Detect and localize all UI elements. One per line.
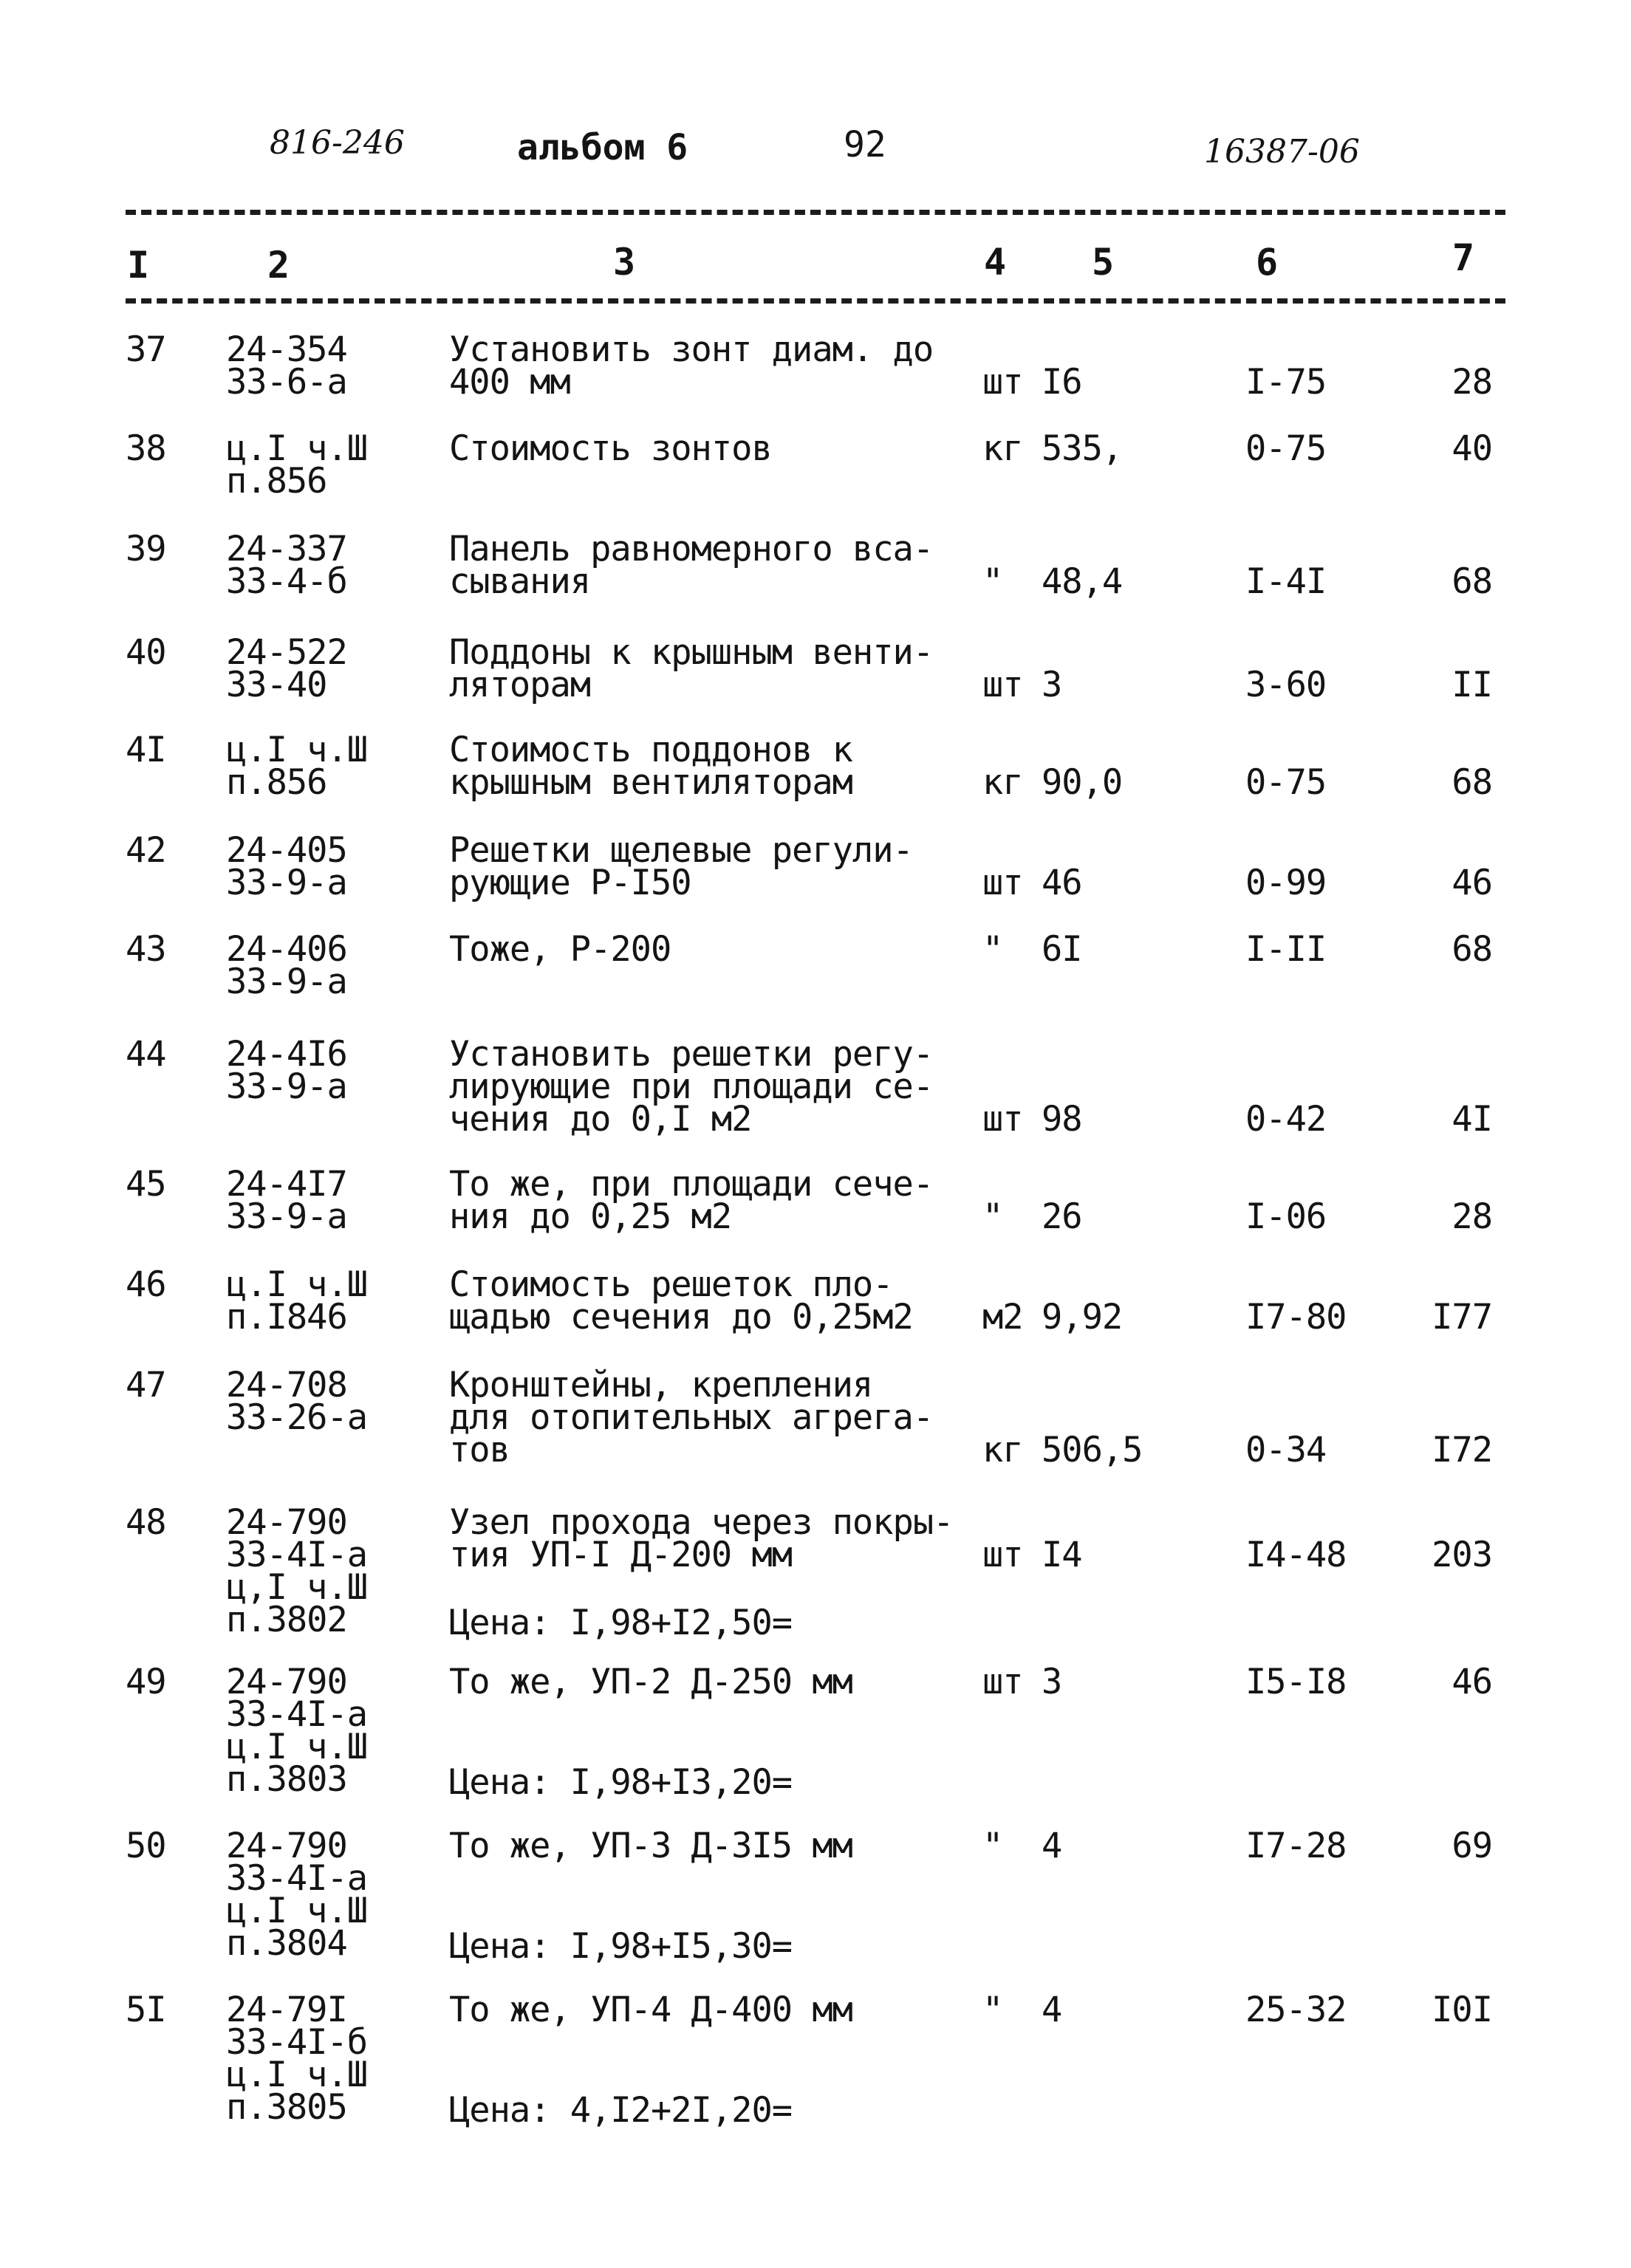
unit-price: I-75 bbox=[1245, 362, 1327, 402]
norm-code-line: 24-708 bbox=[226, 1365, 347, 1405]
table-row bbox=[0, 632, 1631, 705]
description-line: 400 мм bbox=[449, 362, 570, 402]
norm-code bbox=[226, 830, 425, 903]
unit: м2 bbox=[982, 1297, 1023, 1337]
column-number-1: I bbox=[127, 244, 150, 287]
quantity: 9,92 bbox=[1042, 1297, 1123, 1337]
description-line: Установить зонт диам. до bbox=[449, 329, 934, 370]
description-line: Поддоны к крышным венти- bbox=[449, 632, 934, 673]
quantity: 3 bbox=[1042, 1662, 1062, 1702]
unit-price: 0-75 bbox=[1245, 428, 1327, 469]
norm-code-line: п.3802 bbox=[226, 1600, 347, 1640]
unit: шт bbox=[982, 665, 1023, 705]
unit: " bbox=[982, 1196, 1003, 1237]
quantity: 90,0 bbox=[1042, 762, 1123, 803]
description-line: Стоимость решеток пло- bbox=[449, 1264, 893, 1305]
quantity: 535, bbox=[1042, 428, 1123, 469]
quantity: 48,4 bbox=[1042, 561, 1123, 602]
quantity: 4 bbox=[1042, 1826, 1062, 1866]
norm-code-line: 33-4I-а bbox=[226, 1535, 368, 1575]
price-note: Цена: 4,I2+2I,20= bbox=[449, 2090, 793, 2131]
description-line: сывания bbox=[449, 561, 591, 602]
norm-code-line: 33-9-а bbox=[226, 962, 347, 1002]
work-description bbox=[449, 329, 974, 402]
norm-code-line: п.3803 bbox=[226, 1759, 347, 1800]
work-description bbox=[449, 1502, 974, 1575]
norm-code-line: ц.I ч.Ш bbox=[226, 428, 368, 469]
total-cost: I72 bbox=[1432, 1430, 1492, 1470]
work-description bbox=[449, 1264, 974, 1337]
row-number: 4I bbox=[126, 730, 166, 770]
work-description bbox=[449, 632, 974, 705]
total-cost: 28 bbox=[1452, 362, 1492, 402]
table-row bbox=[0, 329, 1631, 402]
norm-code-line: п.3804 bbox=[226, 1923, 347, 1964]
norm-code-line: 24-790 bbox=[226, 1502, 347, 1543]
norm-code-line: 33-26-а bbox=[226, 1397, 368, 1438]
row-number: 43 bbox=[126, 929, 166, 970]
unit-price: I7-28 bbox=[1245, 1826, 1347, 1866]
description-line: То же, УП-4 Д-400 мм bbox=[449, 1990, 852, 2030]
description-line: Решетки щелевые регули- bbox=[449, 830, 913, 871]
total-cost: 4I bbox=[1452, 1099, 1492, 1140]
norm-code-line: ц.I ч.Ш bbox=[226, 2055, 368, 2095]
table-row bbox=[0, 929, 1631, 1002]
handwritten-note-right: 16387-06 bbox=[1204, 133, 1360, 171]
quantity: 506,5 bbox=[1042, 1430, 1143, 1470]
norm-code-line: ц.I ч.Ш bbox=[226, 1727, 368, 1767]
description-line: чения до 0,I м2 bbox=[449, 1099, 752, 1140]
norm-code-line: 33-9-а bbox=[226, 863, 347, 903]
description-line: Установить решетки регу- bbox=[449, 1034, 934, 1075]
norm-code-line: 33-40 bbox=[226, 665, 327, 705]
norm-code bbox=[226, 1502, 425, 1640]
norm-code-line: ц.I ч.Ш bbox=[226, 1891, 368, 1931]
unit: шт bbox=[982, 1535, 1023, 1575]
table-row bbox=[0, 1365, 1631, 1470]
unit-price: 0-99 bbox=[1245, 863, 1327, 903]
quantity: 6I bbox=[1042, 929, 1082, 970]
row-number: 39 bbox=[126, 529, 166, 569]
unit: " bbox=[982, 929, 1003, 970]
row-number: 45 bbox=[126, 1164, 166, 1205]
row-number: 46 bbox=[126, 1264, 166, 1305]
table-row bbox=[0, 1990, 1631, 2131]
norm-code bbox=[226, 1826, 425, 1964]
norm-code-line: ц,I ч.Ш bbox=[226, 1567, 368, 1608]
description-line: для отопительных агрега- bbox=[449, 1397, 934, 1438]
quantity: 4 bbox=[1042, 1990, 1062, 2030]
column-number-2: 2 bbox=[267, 244, 290, 287]
norm-code-line: 33-9-а bbox=[226, 1196, 347, 1237]
work-description bbox=[449, 1164, 974, 1237]
unit-price: 3-60 bbox=[1245, 665, 1327, 705]
unit-price: I5-I8 bbox=[1245, 1662, 1347, 1702]
row-number: 40 bbox=[126, 632, 166, 673]
norm-code-line: п.856 bbox=[226, 762, 327, 803]
description-line: Тоже, Р-200 bbox=[449, 929, 671, 970]
top-separator bbox=[126, 210, 1505, 215]
header-bottom-separator bbox=[126, 298, 1505, 304]
column-number-5: 5 bbox=[1092, 241, 1115, 284]
table-row bbox=[0, 730, 1631, 803]
unit-price: I-4I bbox=[1245, 561, 1327, 602]
row-number: 44 bbox=[126, 1034, 166, 1075]
unit: " bbox=[982, 1826, 1003, 1866]
row-number: 48 bbox=[126, 1502, 166, 1543]
norm-code bbox=[226, 1264, 425, 1337]
table-row bbox=[0, 428, 1631, 501]
unit-price: 0-75 bbox=[1245, 762, 1327, 803]
quantity: 26 bbox=[1042, 1196, 1082, 1237]
column-number-3: 3 bbox=[613, 241, 636, 284]
norm-code-line: 24-354 bbox=[226, 329, 347, 370]
norm-code-line: п.I846 bbox=[226, 1297, 347, 1337]
norm-code-line: 33-6-а bbox=[226, 362, 347, 402]
work-description bbox=[449, 1662, 974, 1702]
norm-code-line: 24-4I7 bbox=[226, 1164, 347, 1205]
norm-code-line: 24-790 bbox=[226, 1662, 347, 1702]
column-number-6: 6 bbox=[1256, 241, 1279, 284]
row-number: 47 bbox=[126, 1365, 166, 1405]
total-cost: 69 bbox=[1452, 1826, 1492, 1866]
unit-price: I-06 bbox=[1245, 1196, 1327, 1237]
norm-code bbox=[226, 329, 425, 402]
description-line: Стоимость поддонов к bbox=[449, 730, 852, 770]
row-number: 5I bbox=[126, 1990, 166, 2030]
row-number: 37 bbox=[126, 329, 166, 370]
norm-code bbox=[226, 1990, 425, 2128]
norm-code-line: 33-4I-а bbox=[226, 1858, 368, 1899]
norm-code-line: ц.I ч.Ш bbox=[226, 1264, 368, 1305]
work-description bbox=[449, 730, 974, 803]
unit: кг bbox=[982, 428, 1023, 469]
unit: шт bbox=[982, 1099, 1023, 1140]
row-number: 42 bbox=[126, 830, 166, 871]
table-row bbox=[0, 529, 1631, 602]
price-note: Цена: I,98+I3,20= bbox=[449, 1762, 793, 1803]
table-row bbox=[0, 1662, 1631, 1803]
total-cost: I0I bbox=[1432, 1990, 1492, 2030]
norm-code bbox=[226, 428, 425, 501]
description-line: лирующие при площади се- bbox=[449, 1066, 934, 1107]
description-line: То же, при площади сече- bbox=[449, 1164, 934, 1205]
work-description bbox=[449, 929, 974, 970]
description-line: То же, УП-2 Д-250 мм bbox=[449, 1662, 852, 1702]
unit: шт bbox=[982, 362, 1023, 402]
description-line: тия УП-I Д-200 мм bbox=[449, 1535, 793, 1575]
norm-code-line: 33-4I-б bbox=[226, 2022, 368, 2063]
work-description bbox=[449, 1826, 974, 1866]
unit-price: I4-48 bbox=[1245, 1535, 1347, 1575]
column-number-4: 4 bbox=[984, 241, 1007, 284]
total-cost: 28 bbox=[1452, 1196, 1492, 1237]
row-number: 50 bbox=[126, 1826, 166, 1866]
description-line: щадью сечения до 0,25м2 bbox=[449, 1297, 913, 1337]
norm-code bbox=[226, 1034, 425, 1107]
description-line: крышным вентиляторам bbox=[449, 762, 852, 803]
table-row bbox=[0, 1164, 1631, 1237]
unit: кг bbox=[982, 1430, 1023, 1470]
norm-code-line: 24-337 bbox=[226, 529, 347, 569]
unit-price: 25-32 bbox=[1245, 1990, 1347, 2030]
norm-code-line: 33-9-а bbox=[226, 1066, 347, 1107]
price-note: Цена: I,98+I5,30= bbox=[449, 1926, 793, 1967]
norm-code bbox=[226, 730, 425, 803]
norm-code-line: п.3805 bbox=[226, 2087, 347, 2128]
norm-code bbox=[226, 1662, 425, 1800]
norm-code bbox=[226, 929, 425, 1002]
row-number: 49 bbox=[126, 1662, 166, 1702]
norm-code-line: 24-790 bbox=[226, 1826, 347, 1866]
total-cost: II bbox=[1452, 665, 1492, 705]
norm-code bbox=[226, 632, 425, 705]
work-description bbox=[449, 529, 974, 602]
description-line: Кронштейны, крепления bbox=[449, 1365, 873, 1405]
norm-code-line: 24-405 bbox=[226, 830, 347, 871]
norm-code-line: 33-4I-а bbox=[226, 1694, 368, 1735]
unit: " bbox=[982, 1990, 1003, 2030]
work-description bbox=[449, 1034, 974, 1140]
total-cost: 203 bbox=[1432, 1535, 1492, 1575]
unit: шт bbox=[982, 1662, 1023, 1702]
unit-price: I-II bbox=[1245, 929, 1327, 970]
unit: " bbox=[982, 561, 1003, 602]
description-line: То же, УП-3 Д-3I5 мм bbox=[449, 1826, 852, 1866]
norm-code bbox=[226, 1365, 425, 1438]
handwritten-note-left: 816-246 bbox=[270, 124, 405, 162]
description-line: Стоимость зонтов bbox=[449, 428, 772, 469]
table-row bbox=[0, 830, 1631, 903]
total-cost: 46 bbox=[1452, 1662, 1492, 1702]
work-description bbox=[449, 1990, 974, 2030]
total-cost: 68 bbox=[1452, 561, 1492, 602]
quantity: 46 bbox=[1042, 863, 1082, 903]
page-number: 92 bbox=[844, 124, 886, 165]
norm-code-line: 24-4I6 bbox=[226, 1034, 347, 1075]
description-line: рующие Р-I50 bbox=[449, 863, 691, 903]
description-line: Панель равномерного вса- bbox=[449, 529, 934, 569]
price-note: Цена: I,98+I2,50= bbox=[449, 1603, 793, 1643]
table-row bbox=[0, 1264, 1631, 1337]
description-line: ния до 0,25 м2 bbox=[449, 1196, 732, 1237]
quantity: I6 bbox=[1042, 362, 1082, 402]
unit: шт bbox=[982, 863, 1023, 903]
total-cost: 40 bbox=[1452, 428, 1492, 469]
norm-code-line: 24-522 bbox=[226, 632, 347, 673]
quantity: I4 bbox=[1042, 1535, 1082, 1575]
total-cost: I77 bbox=[1432, 1297, 1492, 1337]
norm-code-line: 33-4-б bbox=[226, 561, 347, 602]
album-label: альбом 6 bbox=[517, 127, 688, 168]
total-cost: 46 bbox=[1452, 863, 1492, 903]
norm-code-line: ц.I ч.Ш bbox=[226, 730, 368, 770]
quantity: 98 bbox=[1042, 1099, 1082, 1140]
work-description bbox=[449, 1365, 974, 1470]
column-number-7: 7 bbox=[1452, 236, 1475, 279]
description-line: Узел прохода через покры- bbox=[449, 1502, 954, 1543]
norm-code-line: 24-79I bbox=[226, 1990, 347, 2030]
total-cost: 68 bbox=[1452, 762, 1492, 803]
unit: кг bbox=[982, 762, 1023, 803]
work-description bbox=[449, 428, 974, 469]
norm-code-line: п.856 bbox=[226, 461, 327, 501]
norm-code-line: 24-406 bbox=[226, 929, 347, 970]
row-number: 38 bbox=[126, 428, 166, 469]
total-cost: 68 bbox=[1452, 929, 1492, 970]
unit-price: 0-42 bbox=[1245, 1099, 1327, 1140]
norm-code bbox=[226, 529, 425, 602]
description-line: тов bbox=[449, 1430, 510, 1470]
unit-price: 0-34 bbox=[1245, 1430, 1327, 1470]
table-row bbox=[0, 1826, 1631, 1967]
description-line: ляторам bbox=[449, 665, 591, 705]
table-row bbox=[0, 1502, 1631, 1643]
norm-code bbox=[226, 1164, 425, 1237]
unit-price: I7-80 bbox=[1245, 1297, 1347, 1337]
quantity: 3 bbox=[1042, 665, 1062, 705]
table-row bbox=[0, 1034, 1631, 1140]
work-description bbox=[449, 830, 974, 903]
